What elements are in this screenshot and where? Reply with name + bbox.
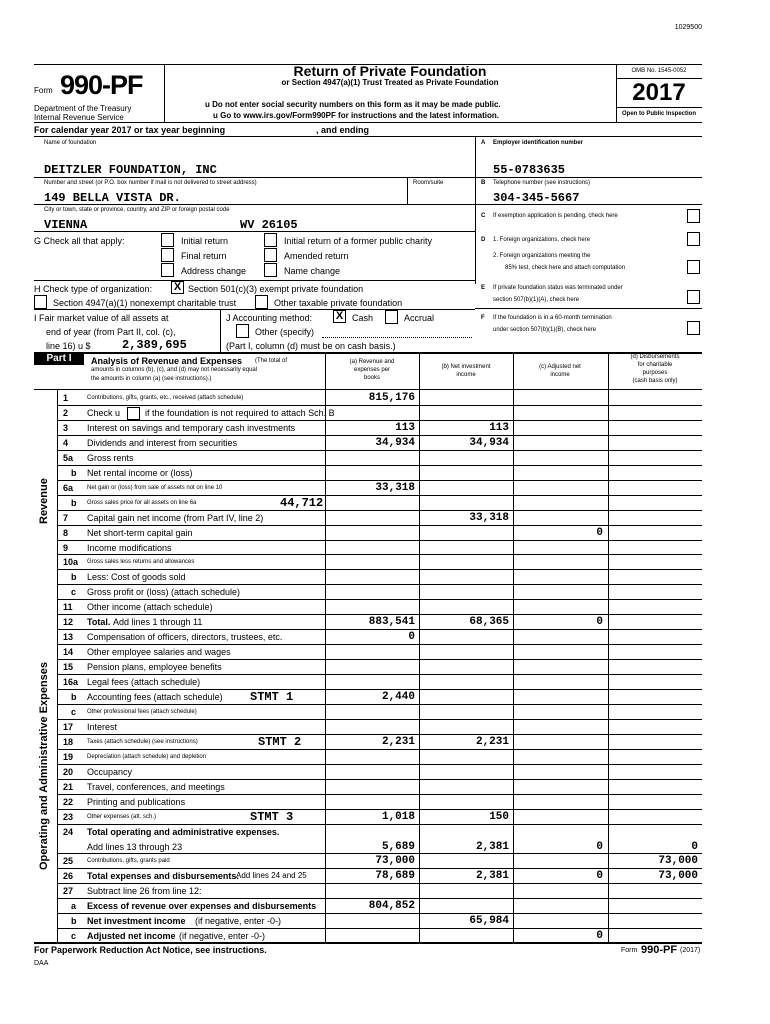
and-ending-label: , and ending xyxy=(316,125,369,135)
col-a-value: 883,541 xyxy=(368,616,415,629)
open-public-inspection: Open to Public Inspection xyxy=(621,111,696,117)
f-checkbox[interactable] xyxy=(687,321,700,335)
line-description: Add lines 13 through 23 xyxy=(87,841,183,852)
dept-treasury: Department of the Treasury xyxy=(34,104,132,113)
fmv-label-2: end of year (from Part II, col. (c), xyxy=(46,327,176,337)
omb-number: OMB No. 1545-0052 xyxy=(631,68,687,74)
line-number: a xyxy=(71,901,77,912)
ein-value: 55-0783635 xyxy=(493,163,566,177)
col-c-value: 0 xyxy=(596,840,603,853)
line-description: Total. xyxy=(87,617,111,628)
line-description: Other employee salaries and wages xyxy=(87,647,231,658)
col-b-value: 34,934 xyxy=(469,436,509,449)
col-c-value: 0 xyxy=(596,526,603,539)
paperwork-notice: For Paperwork Reduction Act Notice, see instructions. xyxy=(34,945,267,955)
line-description: Less: Cost of goods sold xyxy=(87,572,186,583)
line-description: Excess of revenue over expenses and disbursements xyxy=(87,901,317,912)
section-4947-label: Section 4947(a)(1) nonexempt charitable trust xyxy=(53,298,237,308)
line-description: Net rental income or (loss) xyxy=(87,467,193,478)
line-number: 23 xyxy=(63,811,74,822)
line-number: c xyxy=(71,931,77,942)
dept-irs: Internal Revenue Service xyxy=(34,113,124,122)
line-description: Contributions, gifts, grants, etc., received (attach schedule) xyxy=(87,395,244,401)
line-description: Accounting fees (attach schedule) xyxy=(87,692,223,702)
exemption-pending-checkbox[interactable] xyxy=(687,209,700,223)
section-501c3-checkbox[interactable]: X xyxy=(171,281,184,294)
other-taxable-label: Other taxable private foundation xyxy=(274,298,403,308)
revenue-side-label: Revenue xyxy=(38,478,50,524)
calendar-year-label: For calendar year 2017 or tax year beginning xyxy=(34,125,226,135)
line-number: 10a xyxy=(63,557,79,568)
line-number: 2 xyxy=(63,407,69,418)
phone-letter: B xyxy=(481,180,486,186)
foreign-85-text2: 85% test, check here and attach computation xyxy=(505,265,626,271)
line-description: Gross sales less returns and allowances xyxy=(87,559,195,566)
col-a-value: 73,000 xyxy=(375,855,415,868)
line-number: 26 xyxy=(63,871,74,882)
other-method-label: Other (specify) xyxy=(255,327,315,337)
col-d-value: 73,000 xyxy=(658,855,698,868)
col-c-header-line: (c) Adjusted net xyxy=(539,364,581,370)
col-a-header-line: expenses per xyxy=(353,367,391,373)
col-b-value: 113 xyxy=(489,421,509,434)
cash-label: Cash xyxy=(352,313,374,323)
col-a-header-line: books xyxy=(363,375,380,381)
line-number: 4 xyxy=(63,437,69,448)
phone-value: 304-345-5667 xyxy=(493,191,580,205)
line-number: 8 xyxy=(63,527,69,538)
line-description: Legal fees (attach schedule) xyxy=(87,677,201,688)
initial-return-checkbox[interactable] xyxy=(161,233,174,247)
line-number: 13 xyxy=(63,632,74,643)
accounting-method-label: J Accounting method: xyxy=(226,313,313,323)
col-b-value: 2,381 xyxy=(475,840,509,853)
line-number: 14 xyxy=(63,647,74,658)
line-description: Other professional fees (attach schedule) xyxy=(87,708,197,715)
col-b-value: 2,381 xyxy=(475,870,509,883)
line-description: Interest on savings and temporary cash investments xyxy=(87,422,296,433)
line-number: 15 xyxy=(63,662,74,673)
line-description: Occupancy xyxy=(87,766,133,777)
line-number: 25 xyxy=(63,856,74,867)
fmv-label-1: I Fair market value of all assets at xyxy=(34,313,169,323)
line-number: 7 xyxy=(63,512,69,523)
name-change-label: Name change xyxy=(284,266,341,276)
col-a-value: 804,852 xyxy=(368,900,415,913)
col-b-value: 2,231 xyxy=(475,735,509,748)
col-a-value: 2,231 xyxy=(381,735,415,748)
foreign-85-checkbox[interactable] xyxy=(687,260,700,274)
line-description: Total operating and administrative expenses. xyxy=(87,826,280,837)
line-number: b xyxy=(71,916,77,927)
part-title: Analysis of Revenue and Expenses xyxy=(91,356,243,366)
state-zip-value: WV 26105 xyxy=(240,218,298,232)
city-value: VIENNA xyxy=(44,218,88,232)
inline-value: STMT 3 xyxy=(250,809,294,824)
expenses-side-label: Operating and Administrative Expenses xyxy=(38,661,50,870)
inline-value: 44,712 xyxy=(280,495,324,510)
e-text1: If private foundation status was terminated under xyxy=(493,285,623,291)
line-description-cont: (if negative, enter -0-) xyxy=(195,916,282,927)
instruction-website: u Go to www.irs.gov/Form990PF for instructions and the latest information. xyxy=(213,111,499,120)
initial-former-checkbox[interactable] xyxy=(264,233,277,247)
line-description: Other expenses (att. sch.) xyxy=(87,813,157,820)
footer-form-word: Form xyxy=(621,947,638,954)
address-change-label: Address change xyxy=(181,266,247,276)
line-number: b xyxy=(71,692,77,702)
street-label: Number and street (or P.O. box number if mail is not delivered to street address) xyxy=(44,180,257,186)
line-number: 19 xyxy=(63,751,74,762)
part-title-note-1: (The total of xyxy=(255,358,288,364)
document-id: 1029500 xyxy=(674,24,702,31)
col-c-value: 0 xyxy=(596,930,603,943)
line-number: 5a xyxy=(63,452,74,463)
other-method-checkbox[interactable] xyxy=(236,324,249,338)
check-all-label: G Check all that apply: xyxy=(34,236,125,246)
col-a-value: 5,689 xyxy=(381,840,415,853)
amended-return-checkbox[interactable] xyxy=(264,248,277,262)
d-letter: D xyxy=(481,237,486,243)
cash-basis-note: (Part I, column (d) must be on cash basis.) xyxy=(226,341,396,351)
line-description: Total expenses and disbursements. xyxy=(87,871,239,882)
footer-year: (2017) xyxy=(680,947,701,954)
fmv-label-3: line 16) u $ xyxy=(46,341,91,351)
line-number: 17 xyxy=(63,721,74,732)
col-d-header-line: purposes xyxy=(642,370,668,376)
line-number: 16a xyxy=(63,677,79,688)
line-number: b xyxy=(71,467,77,478)
final-return-label: Final return xyxy=(181,251,227,261)
fmv-value: 2,389,695 xyxy=(122,338,187,352)
accrual-label: Accrual xyxy=(404,313,435,323)
e-text2: section 507(b)(1)(A), check here xyxy=(493,297,580,303)
address-change-checkbox[interactable] xyxy=(161,263,174,277)
inline-value: STMT 1 xyxy=(250,690,294,704)
e-letter: E xyxy=(481,285,486,291)
col-d-value: 73,000 xyxy=(658,870,698,883)
tax-year: 2017 xyxy=(632,79,686,106)
col-b-header-line: (b) Net investment xyxy=(441,364,491,370)
foreign-org-checkbox[interactable] xyxy=(687,232,700,246)
line-description: Dividends and interest from securities xyxy=(87,437,238,448)
col-a-value: 1,018 xyxy=(381,810,415,823)
part-title-note-3: the amounts in column (a) (see instructions).) xyxy=(91,376,212,382)
col-b-header-line: income xyxy=(456,372,476,378)
other-method-field[interactable] xyxy=(322,337,472,338)
col-a-value: 815,176 xyxy=(368,392,415,404)
line-number: 11 xyxy=(63,602,73,613)
foreign-85-text1: 2. Foreign organizations meeting the xyxy=(493,253,591,259)
ein-letter: A xyxy=(481,140,486,146)
final-return-checkbox[interactable] xyxy=(161,248,174,262)
name-label: Name of foundation xyxy=(44,140,97,146)
ein-label: Employer identification number xyxy=(493,140,584,146)
form-subtitle: or Section 4947(a)(1) Trust Treated as Private Foundation xyxy=(281,78,499,87)
cash-checkbox[interactable]: X xyxy=(333,310,346,323)
instruction-ssn: u Do not enter social security numbers on this form as it may be made public. xyxy=(205,100,501,109)
line-number: 1 xyxy=(63,393,69,403)
line-description: Printing and publications xyxy=(87,796,186,807)
line-description: Travel, conferences, and meetings xyxy=(87,781,225,792)
col-a-value: 78,689 xyxy=(375,870,415,883)
sch-b-checkbox[interactable] xyxy=(127,407,140,420)
col-d-header-line: (cash basis only) xyxy=(632,378,678,384)
line-description: Pension plans, employee benefits xyxy=(87,662,222,673)
line-number: b xyxy=(71,497,77,508)
foundation-name: DEITZLER FOUNDATION, INC xyxy=(44,163,217,177)
line-number: 24 xyxy=(63,826,74,837)
f-text2: under section 507(b)(1)(B), check here xyxy=(493,327,597,333)
line-number: 27 xyxy=(63,886,74,897)
line-description-cont: Add lines 24 and 25 xyxy=(236,871,307,881)
col-a-value: 2,440 xyxy=(381,691,415,703)
line-description: Depreciation (attach schedule) and depletion xyxy=(87,753,207,760)
line-description: Net investment income xyxy=(87,916,186,927)
col-b-value: 65,984 xyxy=(469,915,509,928)
line-description: Adjusted net income xyxy=(87,931,176,942)
footer-form-number: 990-PF xyxy=(641,944,678,956)
line-description: Contributions, gifts, grants paid xyxy=(87,858,170,865)
line-description: Other income (attach schedule) xyxy=(87,602,213,613)
part-label: Part I xyxy=(34,353,84,365)
line-description-cont: (if negative, enter -0-) xyxy=(179,931,266,942)
col-a-value: 0 xyxy=(408,631,415,644)
amended-return-label: Amended return xyxy=(284,251,349,261)
col-b-value: 150 xyxy=(489,810,509,823)
line-description: Capital gain net income (from Part IV, line 2) xyxy=(87,512,264,523)
line-number: 22 xyxy=(63,796,74,807)
line-number: b xyxy=(71,572,77,583)
name-change-checkbox[interactable] xyxy=(264,263,277,277)
daa-label: DAA xyxy=(34,960,49,967)
col-a-value: 113 xyxy=(395,421,415,434)
phone-label: Telephone number (see instructions) xyxy=(493,180,591,186)
section-501c3-label: Section 501(c)(3) exempt private foundation xyxy=(188,284,364,294)
line-number: c xyxy=(71,706,77,717)
other-taxable-checkbox[interactable] xyxy=(255,295,268,309)
col-d-header-line: (d) Disbursements xyxy=(630,354,680,360)
org-type-label: H Check type of organization: xyxy=(34,284,153,294)
col-b-value: 33,318 xyxy=(469,511,509,524)
line-description: Net short-term capital gain xyxy=(87,527,193,538)
initial-return-label: Initial return xyxy=(181,236,229,246)
form-title: Return of Private Foundation xyxy=(293,63,487,79)
part-title-note-2: amounts in columns (b), (c), and (d) may not necessarily equal xyxy=(91,367,258,373)
initial-former-label: Initial return of a former public charity xyxy=(284,236,433,246)
f-letter: F xyxy=(481,315,485,321)
col-a-value: 34,934 xyxy=(375,436,415,449)
line-description: Gross profit or (loss) (attach schedule) xyxy=(87,587,241,598)
room-suite-label: Room/suite xyxy=(413,180,444,186)
line-description: Subtract line 26 from line 12: xyxy=(87,886,202,897)
line-number: 21 xyxy=(63,781,74,792)
form-word: Form xyxy=(34,86,53,95)
line-description: Taxes (attach schedule) (see instructions) xyxy=(87,738,198,745)
line-description-cont: Add lines 1 through 11 xyxy=(113,617,203,628)
foreign-org-text: 1. Foreign organizations, check here xyxy=(493,237,591,243)
line-number: 12 xyxy=(63,617,74,628)
e-checkbox[interactable] xyxy=(687,290,700,304)
line-number: c xyxy=(71,587,77,598)
line-description: Check u xyxy=(87,407,121,418)
line-number: 9 xyxy=(63,542,69,553)
c-letter: C xyxy=(481,213,486,219)
line-description: Net gain or (loss) from sale of assets not on line 10 xyxy=(87,484,223,491)
line-description: Gross rents xyxy=(87,452,134,463)
col-a-header-line: (a) Revenue and xyxy=(349,359,395,365)
line-description: Gross sales price for all assets on line 6a xyxy=(87,499,197,506)
col-b-value: 68,365 xyxy=(469,616,509,629)
line-description: Compensation of officers, directors, trustees, etc. xyxy=(87,632,283,643)
line-description-cont: if the foundation is not required to attach Sch. B xyxy=(145,407,335,418)
col-c-header-line: income xyxy=(550,372,570,378)
col-c-value: 0 xyxy=(596,616,603,629)
street-address: 149 BELLA VISTA DR. xyxy=(44,191,181,205)
col-c-value: 0 xyxy=(596,870,603,883)
line-number: 20 xyxy=(63,766,74,777)
city-label: City or town, state or province, country, and ZIP or foreign postal code xyxy=(44,207,230,213)
line-description: Interest xyxy=(87,721,118,732)
form-number: 990-PF xyxy=(60,70,143,100)
line-number: 6a xyxy=(63,482,74,493)
inline-value: STMT 2 xyxy=(258,734,302,749)
col-d-header-line: for charitable xyxy=(637,362,673,368)
exemption-pending-text: If exemption application is pending, check here xyxy=(493,213,618,219)
line-description: Income modifications xyxy=(87,542,172,553)
line-number: 18 xyxy=(63,736,74,747)
section-4947-checkbox[interactable] xyxy=(34,295,47,309)
col-a-value: 33,318 xyxy=(375,481,415,494)
f-text1: If the foundation is in a 60-month termination xyxy=(493,315,612,321)
col-d-value: 0 xyxy=(691,840,698,853)
accrual-checkbox[interactable] xyxy=(385,310,398,324)
line-number: 3 xyxy=(63,422,69,433)
